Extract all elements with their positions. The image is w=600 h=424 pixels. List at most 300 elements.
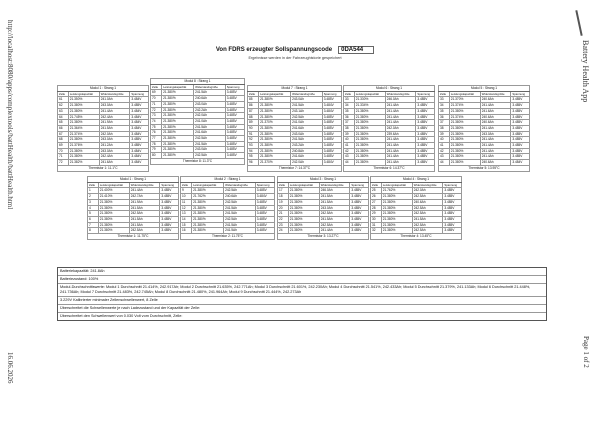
table-row: [371, 228, 462, 234]
table-row: [278, 211, 369, 217]
table-cell: 22: [278, 216, 289, 222]
table-cell: 241.6Ah: [291, 125, 323, 131]
table-cell: 242.5Ah: [412, 222, 443, 228]
table-cell: 241.5Ah: [319, 199, 350, 205]
table-cell: 21.380%: [381, 211, 412, 217]
table-cell: 21.380%: [354, 125, 385, 131]
column-header: Leistungskapazität: [162, 84, 194, 90]
table-cell: 3.485V: [511, 154, 530, 160]
voltage-code: 0DA544: [338, 46, 374, 54]
table-cell: 242.5Ah: [224, 216, 256, 222]
thermistor-reading: Thermistor 2: 11.75°C: [181, 234, 275, 240]
table-row: [181, 216, 275, 222]
table-cell: 21.380%: [259, 143, 291, 149]
module-table: [247, 85, 342, 172]
print-url: http://localhost:8080/apps/complextools/battHealth/battHealth.html: [6, 20, 14, 210]
table-cell: 21.380%: [449, 131, 480, 137]
table-cell: 21.380%: [288, 194, 319, 200]
table-cell: 241.5Ah: [129, 222, 160, 228]
table-row: [88, 199, 179, 205]
table-cell: 242.5Ah: [224, 188, 256, 194]
column-header: Leistungskapazität: [68, 91, 99, 97]
module-table: [370, 176, 462, 240]
table-cell: 3.485V: [443, 199, 462, 205]
table-row: [439, 154, 530, 160]
table-cell: 21.380%: [162, 118, 194, 124]
table-cell: 71: [58, 154, 69, 160]
table-cell: 3.485V: [160, 228, 179, 234]
table-cell: 36: [439, 114, 450, 120]
column-header: Zelle: [371, 182, 382, 188]
table-row: [151, 147, 245, 153]
table-cell: 3.485V: [322, 114, 341, 120]
table-cell: 21.380%: [288, 216, 319, 222]
table-cell: 241.5Ah: [412, 216, 443, 222]
table-cell: 241.5Ah: [224, 222, 256, 228]
table-cell: 242.5Ah: [129, 211, 160, 217]
table-cell: 3.484V: [130, 154, 149, 160]
table-cell: 3.485V: [160, 194, 179, 200]
table-row: [371, 194, 462, 200]
table-row: [344, 114, 435, 120]
table-cell: 13: [181, 211, 192, 217]
table-cell: 64: [58, 114, 69, 120]
table-cell: 41: [344, 143, 355, 149]
table-cell: 95: [248, 154, 259, 160]
table-cell: 21.334%: [354, 103, 385, 109]
table-cell: 67: [58, 131, 69, 137]
table-cell: 3.485V: [416, 114, 435, 120]
table-row: [344, 160, 435, 166]
thermistor-reading: Thermistor 6: 14.37°C: [344, 165, 435, 171]
table-cell: 3.485V: [511, 108, 530, 114]
table-row: [439, 148, 530, 154]
column-header: Spannung: [225, 84, 244, 90]
module-title: Modul 8 : Strang 1: [151, 79, 245, 85]
table-cell: 3.485V: [255, 228, 274, 234]
table-cell: 3.485V: [511, 97, 530, 103]
table-cell: 21.382%: [68, 160, 99, 166]
table-cell: 239.6Ah: [385, 131, 416, 137]
table-row: [88, 188, 179, 194]
table-cell: 15: [181, 222, 192, 228]
table-cell: 21.380%: [259, 148, 291, 154]
table-cell: 21.380%: [259, 125, 291, 131]
table-cell: 241.5Ah: [194, 90, 226, 96]
table-cell: 21.380%: [354, 137, 385, 143]
table-cell: 14: [181, 216, 192, 222]
table-row: [58, 108, 149, 114]
table-cell: 3.485V: [350, 228, 369, 234]
table-cell: 246.0Ah: [319, 188, 350, 194]
table-cell: 37: [344, 120, 355, 126]
column-header: Widerstandsgröße: [480, 91, 511, 97]
table-row: [248, 143, 342, 149]
table-cell: 3.485V: [225, 141, 244, 147]
table-cell: 96: [248, 160, 259, 166]
table-cell: 3.484V: [255, 194, 274, 200]
table-row: [248, 160, 342, 166]
table-cell: 21.380%: [449, 120, 480, 126]
table-cell: 21.330%: [354, 97, 385, 103]
table-cell: 3.485V: [416, 131, 435, 137]
table-cell: 40: [344, 137, 355, 143]
table-cell: 240.6Ah: [224, 194, 256, 200]
table-cell: 3.485V: [322, 148, 341, 154]
table-cell: 43: [344, 154, 355, 160]
table-cell: 21.380%: [449, 143, 480, 149]
table-cell: 21.380%: [192, 211, 224, 217]
table-cell: 73: [151, 113, 162, 119]
table-cell: 7: [88, 222, 99, 228]
thermistor-reading: Thermistor 4: 13.45°C: [371, 234, 462, 240]
module-title: Modul 4 : Strang 1: [371, 177, 462, 183]
summary-line: 3.229V Kalibrierter minimaler Zellenschwellenwert, 8 Zelle: [58, 297, 546, 305]
report-header: [40, 46, 550, 60]
table-cell: 3.485V: [130, 137, 149, 143]
table-cell: 3.484V: [130, 114, 149, 120]
table-cell: 3.485V: [511, 137, 530, 143]
summary-line: Batteriekapazität: 241.8Ah: [58, 268, 546, 276]
table-cell: 2: [88, 194, 99, 200]
table-cell: 21.380%: [449, 125, 480, 131]
table-cell: 241.4Ah: [385, 120, 416, 126]
table-row: [439, 120, 530, 126]
table-cell: 33: [439, 97, 450, 103]
table-cell: 241.4Ah: [480, 103, 511, 109]
module-title: Modul 5 : Strang 1: [439, 86, 530, 92]
table-cell: 21.380%: [162, 107, 194, 113]
table-row: [439, 160, 530, 166]
table-cell: 72: [151, 107, 162, 113]
table-cell: 242.0Ah: [291, 160, 323, 166]
column-header: Widerstandsgröße: [385, 91, 416, 97]
table-row: [181, 188, 275, 194]
table-cell: 3.485V: [511, 148, 530, 154]
table-cell: 32: [371, 228, 382, 234]
table-cell: 3.485V: [160, 188, 179, 194]
table-row: [58, 97, 149, 103]
table-row: [371, 211, 462, 217]
column-header: Zelle: [344, 91, 355, 97]
table-cell: 3.485V: [225, 130, 244, 136]
table-cell: 241.4Ah: [385, 114, 416, 120]
table-row: [181, 194, 275, 200]
table-row: [439, 131, 530, 137]
table-cell: 243.0Ah: [291, 131, 323, 137]
table-cell: 3.485V: [322, 143, 341, 149]
table-cell: 3.485V: [511, 114, 530, 120]
table-row: [439, 97, 530, 103]
table-cell: 242.5Ah: [412, 211, 443, 217]
table-cell: 243.0Ah: [319, 205, 350, 211]
table-cell: 242.5Ah: [194, 153, 226, 159]
table-cell: 243.0Ah: [480, 131, 511, 137]
table-cell: 21.380%: [98, 222, 129, 228]
table-cell: 3.485V: [255, 205, 274, 211]
table-cell: 3.485V: [511, 143, 530, 149]
column-header-row: [151, 84, 245, 90]
table-row: [439, 143, 530, 149]
table-row: [371, 188, 462, 194]
table-cell: 44: [439, 160, 450, 166]
table-cell: 3.484V: [322, 103, 341, 109]
table-cell: 68: [58, 137, 69, 143]
table-cell: 3.485V: [225, 147, 244, 153]
table-cell: 75: [151, 124, 162, 130]
table-cell: 241.5Ah: [319, 194, 350, 200]
table-row: [248, 114, 342, 120]
table-cell: 3.484V: [130, 160, 149, 166]
table-cell: 3.484V: [130, 97, 149, 103]
summary-line: Modul-Durchschnittswerte: Modul 1 Durchschnitt 21.414%, 242.917Ah; Modul 2 Durchschnitt 21.635%, 242.771Ah; Modul 3 Durchschnitt 21.601%, 242.230Ah; Modul 4 Durchschnitt 21.541%, 242.433Ah; Modul 5 Durchschnitt 21.379%, 241.133Ah; Modul 6 Durchschnitt 21.448%, 241.736Ah; Modul 7 Durchschnitt 21.483%, 242.745Ah; Modul 8 Durchschnitt 21.480%, 241.964Ah; Modul 9 Durchschnitt 21.444%, 242.273Ah: [58, 284, 546, 297]
table-cell: 3.485V: [160, 216, 179, 222]
table-cell: 3.485V: [322, 154, 341, 160]
table-cell: 35: [344, 108, 355, 114]
table-cell: 21.350%: [68, 97, 99, 103]
table-cell: 3.485V: [160, 222, 179, 228]
table-cell: 242.0Ah: [385, 125, 416, 131]
table-cell: 21.364%: [68, 125, 99, 131]
table-cell: 241.4Ah: [385, 154, 416, 160]
print-date: 16.06.2026: [6, 352, 14, 384]
table-row: [344, 120, 435, 126]
column-header: Zelle: [248, 91, 259, 97]
column-header: Spannung: [511, 91, 530, 97]
table-cell: 21.380%: [68, 108, 99, 114]
table-cell: 240.6Ah: [480, 114, 511, 120]
table-cell: 21.380%: [259, 114, 291, 120]
column-header-row: [278, 182, 369, 188]
table-cell: 3.485V: [225, 124, 244, 130]
table-row: [151, 113, 245, 119]
table-cell: 21.762%: [192, 194, 224, 200]
table-cell: 241.5Ah: [224, 228, 256, 234]
table-row: [278, 228, 369, 234]
table-cell: 76: [151, 130, 162, 136]
table-cell: 21.380%: [162, 153, 194, 159]
table-cell: 3.485V: [511, 103, 530, 109]
column-header-row: [371, 182, 462, 188]
table-cell: 70: [58, 148, 69, 154]
table-cell: 90: [248, 125, 259, 131]
table-cell: 21.380%: [354, 143, 385, 149]
table-row: [58, 125, 149, 131]
table-row: [151, 136, 245, 142]
table-cell: 3.485V: [225, 107, 244, 113]
print-app-name: Battery Health App: [581, 40, 590, 103]
table-cell: 78: [151, 141, 162, 147]
table-cell: 21.380%: [68, 154, 99, 160]
table-cell: 71: [151, 101, 162, 107]
table-cell: 241.0Ah: [194, 118, 226, 124]
table-row: [344, 97, 435, 103]
table-row: [88, 216, 179, 222]
column-header-row: [248, 91, 342, 97]
table-cell: 3.485V: [350, 188, 369, 194]
summary-table: [57, 267, 547, 321]
column-header-row: [181, 182, 275, 188]
table-row: [151, 124, 245, 130]
module-table: [57, 85, 149, 172]
table-row: [88, 211, 179, 217]
table-cell: 28: [371, 205, 382, 211]
table-cell: 242.5Ah: [412, 205, 443, 211]
table-cell: 21.380%: [381, 216, 412, 222]
column-header-row: [344, 91, 435, 97]
table-cell: 243.0Ah: [194, 147, 226, 153]
table-cell: 69: [151, 90, 162, 96]
table-cell: 21.370%: [259, 120, 291, 126]
table-cell: 21.380%: [381, 228, 412, 234]
table-row: [181, 199, 275, 205]
column-header: Zelle: [58, 91, 69, 97]
table-cell: 34: [344, 103, 355, 109]
table-cell: 24: [278, 228, 289, 234]
table-cell: 3.485V: [416, 143, 435, 149]
table-cell: 240.8Ah: [291, 148, 323, 154]
table-cell: 242.5Ah: [412, 228, 443, 234]
table-cell: 3.484V: [322, 108, 341, 114]
table-cell: 61: [58, 97, 69, 103]
table-cell: 3.485V: [443, 194, 462, 200]
table-row: [439, 103, 530, 109]
table-cell: 3.484V: [511, 160, 530, 166]
table-row: [151, 141, 245, 147]
table-cell: 21.380%: [68, 103, 99, 109]
table-row: [278, 205, 369, 211]
thermistor-reading: Thermistor 1: 11.75°C: [88, 234, 179, 240]
table-cell: 241.9Ah: [99, 120, 130, 126]
table-cell: 3.484V: [130, 148, 149, 154]
table-row: [344, 154, 435, 160]
table-cell: 16: [181, 228, 192, 234]
table-cell: 3.485V: [225, 153, 244, 159]
table-cell: 18: [278, 194, 289, 200]
table-cell: 36: [344, 114, 355, 120]
table-cell: 21.380%: [449, 160, 480, 166]
table-cell: 30: [371, 216, 382, 222]
header-subtitle: Ergebnisse werden in der Fahrzeughistorie gespeichert: [248, 56, 342, 60]
table-cell: 3.484V: [130, 125, 149, 131]
table-cell: 21.380%: [288, 211, 319, 217]
table-row: [151, 118, 245, 124]
table-row: [181, 211, 275, 217]
table-cell: 5: [88, 211, 99, 217]
table-row: [248, 120, 342, 126]
table-row: [439, 137, 530, 143]
table-cell: 3.485V: [322, 131, 341, 137]
table-cell: 242.5Ah: [412, 194, 443, 200]
table-row: [88, 205, 179, 211]
table-cell: 243.2Ah: [291, 143, 323, 149]
table-cell: 242.0Ah: [99, 131, 130, 137]
column-header: Leistungskapazität: [288, 182, 319, 188]
table-cell: 241.9Ah: [129, 199, 160, 205]
column-header: Widerstandsgröße: [224, 182, 256, 188]
column-header: Leistungskapazität: [192, 182, 224, 188]
table-cell: 241.4Ah: [99, 108, 130, 114]
table-cell: 3.484V: [130, 108, 149, 114]
table-cell: 21.380%: [259, 154, 291, 160]
table-cell: 241.4Ah: [480, 154, 511, 160]
column-header: Spannung: [350, 182, 369, 188]
table-cell: 241.5Ah: [224, 211, 256, 217]
table-cell: 21.762%: [381, 188, 412, 194]
table-cell: 241.4Ah: [385, 103, 416, 109]
table-cell: 87: [248, 108, 259, 114]
table-cell: 3.485V: [416, 108, 435, 114]
table-cell: 243.0Ah: [99, 148, 130, 154]
table-cell: 241.4Ah: [480, 143, 511, 149]
column-header: Leistungskapazität: [381, 182, 412, 188]
column-header: Widerstandsgröße: [291, 91, 323, 97]
table-cell: 21.380%: [288, 199, 319, 205]
table-cell: 21: [278, 211, 289, 217]
table-row: [248, 131, 342, 137]
table-cell: 21.374%: [68, 131, 99, 137]
table-cell: 21.380%: [98, 205, 129, 211]
table-cell: 241.4Ah: [385, 143, 416, 149]
table-cell: 21.376%: [68, 143, 99, 149]
table-cell: 241.5Ah: [224, 205, 256, 211]
table-row: [248, 97, 342, 103]
table-cell: 241.4Ah: [385, 108, 416, 114]
table-cell: 3.485V: [443, 211, 462, 217]
table-cell: 242.4Ah: [99, 154, 130, 160]
table-cell: 42: [439, 148, 450, 154]
table-cell: 21.380%: [162, 113, 194, 119]
table-cell: 21.380%: [449, 137, 480, 143]
table-cell: 21.380%: [162, 90, 194, 96]
table-cell: 241.0Ah: [99, 97, 130, 103]
thermistor-reading: Thermistor 1: 11.1°C: [58, 165, 149, 171]
table-row: [151, 96, 245, 102]
table-cell: 3.485V: [416, 148, 435, 154]
table-cell: 21.380%: [98, 228, 129, 234]
table-cell: 92: [248, 137, 259, 143]
table-cell: 3.485V: [350, 205, 369, 211]
table-cell: 21.380%: [288, 228, 319, 234]
table-cell: 21.410%: [98, 194, 129, 200]
column-header-row: [58, 91, 149, 97]
table-cell: 3.485V: [255, 222, 274, 228]
table-cell: 240.6Ah: [480, 160, 511, 166]
table-cell: 242.5Ah: [291, 114, 323, 120]
table-cell: 8: [88, 228, 99, 234]
table-cell: 21.380%: [192, 199, 224, 205]
table-cell: 240.6Ah: [480, 97, 511, 103]
table-cell: 243.0Ah: [99, 103, 130, 109]
table-row: [181, 222, 275, 228]
table-row: [248, 125, 342, 131]
table-cell: 241.5Ah: [194, 141, 226, 147]
table-row: [58, 114, 149, 120]
table-cell: 65: [58, 120, 69, 126]
table-row: [344, 131, 435, 137]
table-cell: 242.2Ah: [194, 107, 226, 113]
table-cell: 3.485V: [443, 205, 462, 211]
table-cell: 21.400%: [98, 188, 129, 194]
table-cell: 39: [344, 131, 355, 137]
table-cell: 21.380%: [354, 120, 385, 126]
table-cell: 241.4Ah: [319, 228, 350, 234]
column-header: Widerstandsgröße: [129, 182, 160, 188]
module-title: Modul 3 : Strang 1: [278, 177, 369, 183]
table-cell: 69: [58, 143, 69, 149]
column-header: Leistungskapazität: [259, 91, 291, 97]
table-cell: 242.0Ah: [412, 188, 443, 194]
